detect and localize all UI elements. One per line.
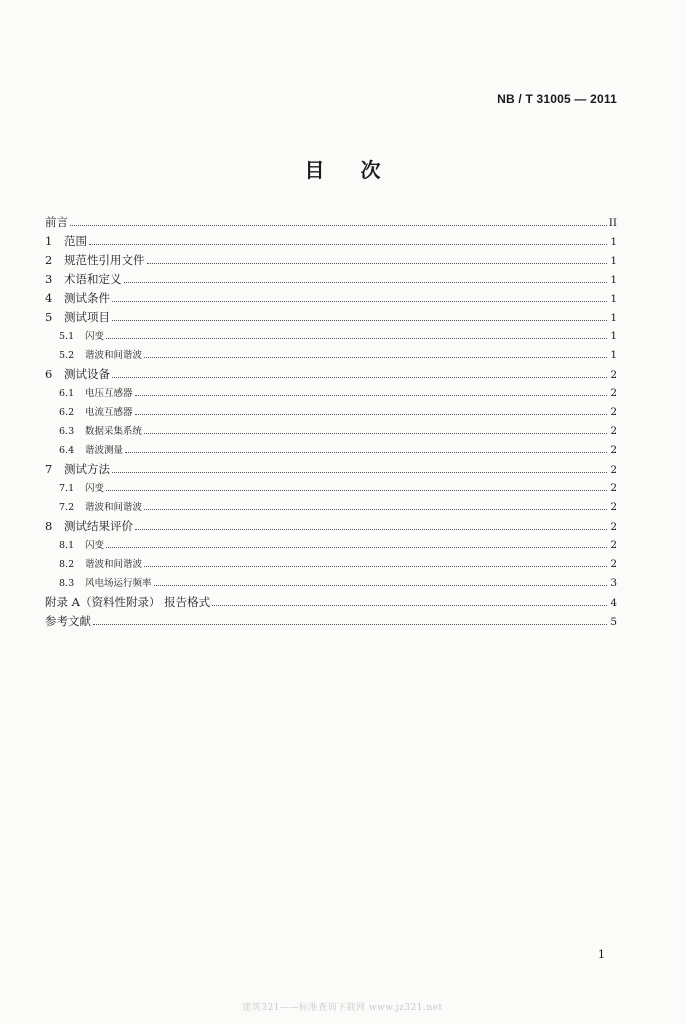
- toc-entry-label: 参考文献: [45, 614, 91, 628]
- toc-entry-number: 8.1: [59, 540, 75, 551]
- toc-entry[interactable]: [45, 290, 617, 309]
- toc-dot-leader: [70, 225, 607, 226]
- toc-entry[interactable]: [45, 404, 617, 423]
- toc-entry[interactable]: [45, 385, 617, 404]
- toc-entry-page: 2: [610, 539, 617, 551]
- toc-entry-number: 6.3: [59, 426, 75, 437]
- toc-dot-leader: [144, 509, 607, 510]
- toc-entry-number: 1: [45, 234, 53, 248]
- toc-entry[interactable]: [45, 518, 617, 537]
- toc-entry[interactable]: [45, 214, 617, 233]
- toc-dot-leader: [154, 585, 607, 586]
- toc-entry[interactable]: [45, 461, 617, 480]
- toc-entry-label: 谐波和间谐波: [85, 350, 143, 361]
- toc-entry[interactable]: [45, 328, 617, 347]
- toc-dot-leader: [89, 244, 607, 245]
- toc-dot-leader: [112, 301, 607, 302]
- toc-dot-leader: [144, 433, 607, 434]
- toc-dot-leader: [112, 377, 607, 378]
- toc-entry-page: 1: [610, 293, 617, 305]
- toc-entry-label: 闪变: [85, 483, 105, 494]
- toc-entry-number: 5.2: [59, 350, 75, 361]
- toc-entry[interactable]: [45, 594, 617, 613]
- toc-dot-leader: [106, 547, 607, 548]
- toc-entry-number: 7: [45, 462, 53, 476]
- toc-entry-page: 1: [610, 312, 617, 324]
- toc-entry[interactable]: [45, 575, 617, 594]
- toc-dot-leader: [112, 472, 607, 473]
- toc-entry-page: 2: [610, 369, 617, 381]
- toc-entry-number: 8.3: [59, 578, 75, 589]
- toc-entry-label: 测试结果评价: [64, 519, 133, 533]
- toc-entry-page: 3: [610, 577, 617, 589]
- toc-entry-page: 4: [610, 597, 617, 609]
- standard-code: NB / T 31005 — 2011: [497, 92, 617, 106]
- toc-entry-label: 范围: [64, 234, 87, 248]
- toc-entry-page: 2: [610, 482, 617, 494]
- toc-dot-leader: [112, 320, 607, 321]
- toc-entry[interactable]: [45, 366, 617, 385]
- toc-entry-label: 谐波和间谐波: [85, 559, 143, 570]
- toc-entry-number: 5: [45, 310, 53, 324]
- table-of-contents: [45, 214, 617, 632]
- toc-entry-page: 2: [610, 501, 617, 513]
- toc-entry-page: 1: [610, 330, 617, 342]
- toc-entry-number: 6.4: [59, 445, 75, 456]
- toc-dot-leader: [135, 395, 607, 396]
- watermark: 建筑321——标准查询下载网 www.jz321.net: [242, 1003, 443, 1013]
- page-title: 目次: [304, 158, 417, 182]
- toc-entry-page: 1: [610, 255, 617, 267]
- toc-entry-label: 电压互感器: [85, 388, 133, 399]
- toc-dot-leader: [106, 490, 607, 491]
- toc-entry[interactable]: [45, 556, 617, 575]
- toc-entry-label: 前言: [45, 215, 68, 229]
- toc-dot-leader: [144, 357, 607, 358]
- toc-entry-number: 3: [45, 272, 53, 286]
- toc-entry[interactable]: [45, 537, 617, 556]
- toc-entry-page: 2: [610, 464, 617, 476]
- toc-dot-leader: [135, 414, 607, 415]
- toc-dot-leader: [212, 605, 607, 606]
- toc-entry-label: 术语和定义: [64, 272, 122, 286]
- toc-entry-label: 谐波和间谐波: [85, 502, 143, 513]
- toc-dot-leader: [124, 282, 608, 283]
- toc-entry-number: 4: [45, 291, 53, 305]
- toc-entry-label: 闪变: [85, 331, 105, 342]
- toc-entry-page: 2: [610, 444, 617, 456]
- toc-entry-page: 2: [610, 558, 617, 570]
- toc-entry[interactable]: [45, 271, 617, 290]
- toc-entry[interactable]: [45, 233, 617, 252]
- toc-entry-label: 测试条件: [64, 291, 110, 305]
- toc-entry-number: 2: [45, 253, 53, 267]
- toc-entry-label: 闪变: [85, 540, 105, 551]
- toc-entry[interactable]: [45, 499, 617, 518]
- toc-entry-label: 谐波测量: [85, 445, 124, 456]
- toc-entry-number: 8: [45, 519, 53, 533]
- toc-entry-number: 6: [45, 367, 53, 381]
- toc-entry[interactable]: [45, 252, 617, 271]
- toc-entry-page: 2: [610, 425, 617, 437]
- toc-entry-number: 7.1: [59, 483, 75, 494]
- toc-entry-number: 7.2: [59, 502, 75, 513]
- toc-entry-number: 6.2: [59, 407, 75, 418]
- toc-entry-page: 2: [610, 387, 617, 399]
- toc-entry-page: II: [608, 217, 617, 229]
- toc-entry[interactable]: [45, 480, 617, 499]
- toc-entry-label: 风电场运行频率: [85, 578, 152, 589]
- toc-entry-label: 规范性引用文件: [64, 253, 145, 267]
- toc-dot-leader: [147, 263, 608, 264]
- toc-dot-leader: [106, 338, 607, 339]
- toc-entry[interactable]: [45, 309, 617, 328]
- toc-entry-page: 2: [610, 406, 617, 418]
- toc-entry-number: 5.1: [59, 331, 75, 342]
- toc-dot-leader: [135, 529, 607, 530]
- toc-entry-label: 测试方法: [64, 462, 110, 476]
- toc-entry[interactable]: [45, 347, 617, 366]
- toc-entry[interactable]: [45, 423, 617, 442]
- toc-entry-label: 数据采集系统: [85, 426, 143, 437]
- toc-entry-number: 6.1: [59, 388, 75, 399]
- toc-entry-number: 8.2: [59, 559, 75, 570]
- toc-dot-leader: [144, 566, 607, 567]
- toc-entry-page: 2: [610, 521, 617, 533]
- toc-entry-label: 测试项目: [64, 310, 110, 324]
- toc-entry-label: 附录 A（资料性附录） 报告格式: [45, 595, 211, 609]
- toc-entry-page: 1: [610, 274, 617, 286]
- toc-entry-page: 5: [610, 616, 617, 628]
- toc-entry-page: 1: [610, 236, 617, 248]
- toc-dot-leader: [125, 452, 607, 453]
- toc-entry[interactable]: [45, 442, 617, 461]
- toc-entry[interactable]: [45, 613, 617, 632]
- toc-entry-label: 测试设备: [64, 367, 110, 381]
- toc-entry-page: 1: [610, 349, 617, 361]
- toc-entry-label: 电流互感器: [85, 407, 133, 418]
- toc-dot-leader: [93, 624, 607, 625]
- page-number: 1: [598, 948, 605, 961]
